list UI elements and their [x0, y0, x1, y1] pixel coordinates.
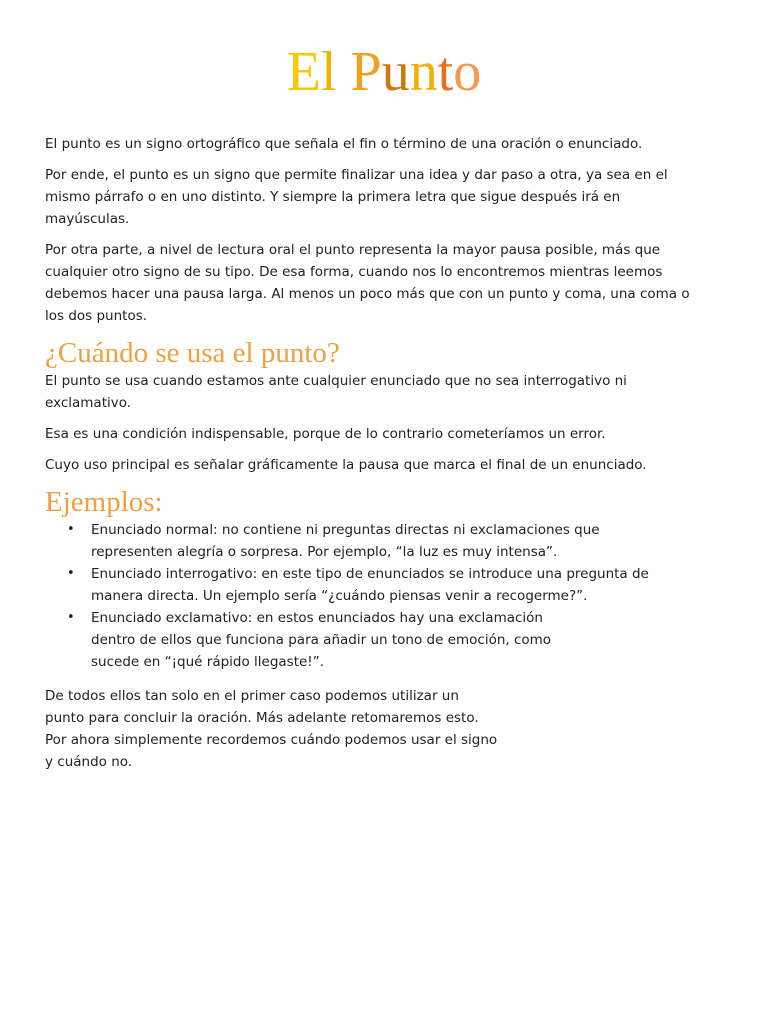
list-item-line: Enunciado normal: no contiene ni preguntas directas ni exclamaciones que [91, 522, 600, 538]
list-item [45, 519, 705, 563]
intro-paragraph-1: El punto es un signo ortográfico que señala el fin o término de una oración o enunciado. [45, 136, 643, 152]
section-heading-ejemplos: Ejemplos: [45, 486, 163, 518]
closing-line: punto para concluir la oración. Más adelante retomaremos esto. [45, 710, 479, 726]
title-letter: n [409, 41, 438, 103]
title-letter: o [453, 41, 482, 103]
bullet-icon: • [67, 610, 75, 625]
intro-paragraph-3: Por otra parte, a nivel de lectura oral el punto representa la mayor pausa posible, más que cualquier otro signo de su tipo. De esa forma, cuando nos lo encontremos mientras leemos debemos hacer una pausa larga. Al menos un poco más que con un punto y coma, una coma o los dos puntos. [45, 242, 690, 324]
closing-line: y cuándo no. [45, 754, 133, 770]
title-letter: P [350, 41, 382, 103]
cuando-paragraph-3: Cuyo uso principal es señalar gráficamente la pausa que marca el final de un enunciado. [45, 457, 647, 473]
list-item-line: manera directa. Un ejemplo sería “¿cuándo piensas venir a recogerme?”. [91, 588, 588, 604]
title-letter: l [320, 41, 337, 103]
list-item-line: dentro de ellos que funciona para añadir un tono de emoción, como [91, 632, 552, 648]
examples-list [45, 519, 705, 673]
list-item [45, 607, 705, 673]
page-title [0, 40, 768, 104]
list-item-line: Enunciado exclamativo: en estos enunciados hay una exclamación [91, 610, 543, 626]
list-item-line: sucede en “¡qué rápido llegaste!”. [91, 654, 325, 670]
title-letter: u [381, 41, 410, 103]
intro-paragraph-2: Por ende, el punto es un signo que permite finalizar una idea y dar paso a otra, ya sea en el mismo párrafo o en uno distinto. Y siempre la primera letra que sigue después irá en mayúsculas. [45, 167, 668, 227]
cuando-paragraph-2: Esa es una condición indispensable, porque de lo contrario cometeríamos un error. [45, 426, 606, 442]
closing-line: Por ahora simplemente recordemos cuándo podemos usar el signo [45, 732, 498, 748]
bullet-icon: • [67, 566, 75, 581]
bullet-icon: • [67, 522, 75, 537]
cuando-paragraph-1: El punto se usa cuando estamos ante cualquier enunciado que no sea interrogativo ni exclamativo. [45, 373, 627, 411]
list-item-line: Enunciado interrogativo: en este tipo de enunciados se introduce una pregunta de [91, 566, 649, 582]
closing-paragraph [45, 685, 705, 773]
title-letter: t [437, 41, 454, 103]
list-item-line: representen alegría o sorpresa. Por ejemplo, “la luz es muy intensa”. [91, 544, 558, 560]
document-body [45, 133, 705, 773]
closing-line: De todos ellos tan solo en el primer caso podemos utilizar un [45, 688, 459, 704]
section-heading-cuando: ¿Cuándo se usa el punto? [45, 337, 340, 369]
title-letter: E [286, 41, 321, 103]
list-item [45, 563, 705, 607]
